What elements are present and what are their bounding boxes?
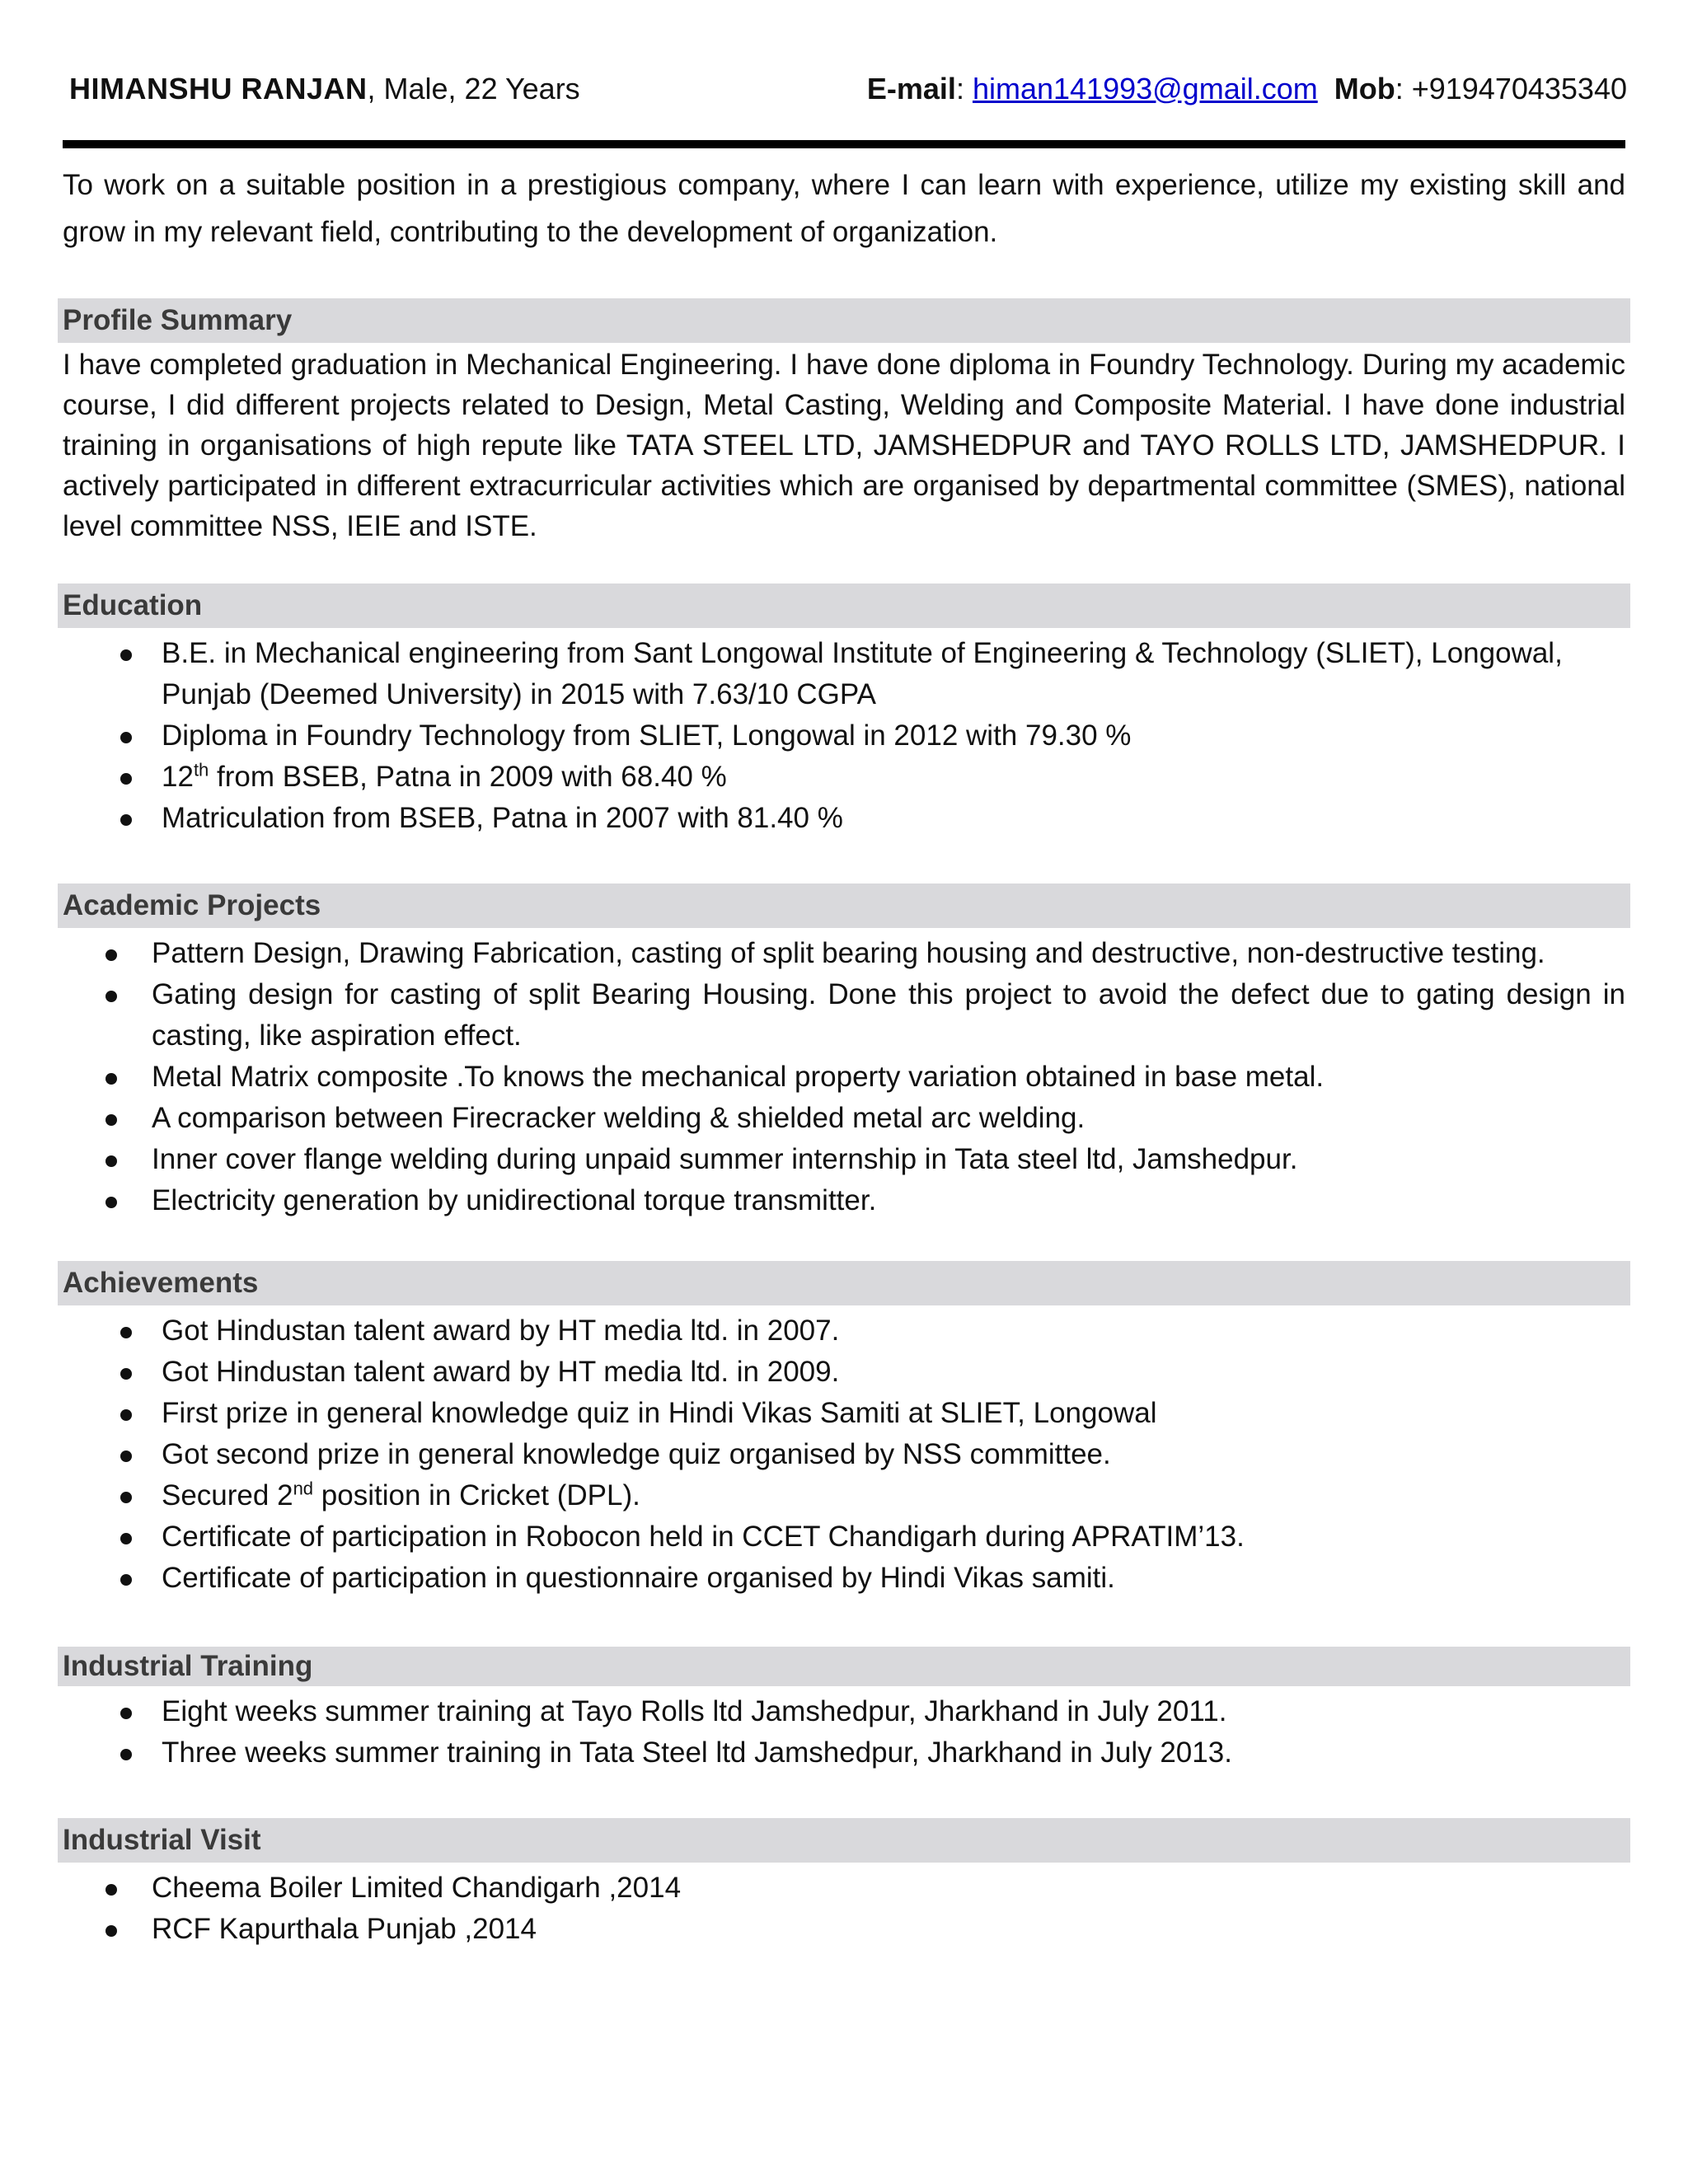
list-item: Got Hindustan talent award by HT media ltd. in 2009. bbox=[58, 1352, 1630, 1393]
industrial-visit-list bbox=[58, 1868, 1630, 1950]
list-item bbox=[58, 1475, 1630, 1516]
list-item: Inner cover flange welding during unpaid summer internship in Tata steel ltd, Jamshedpur. bbox=[58, 1139, 1630, 1180]
list-item: Diploma in Foundry Technology from SLIET, Longowal in 2012 with 79.30 % bbox=[58, 715, 1630, 757]
list-item: Gating design for casting of split Bearing Housing. Done this project to avoid the defect due to gating design in casting, like aspiration effect. bbox=[58, 974, 1630, 1057]
secured-prefix: Secured 2 bbox=[162, 1479, 293, 1511]
list-item: Metal Matrix composite .To knows the mechanical property variation obtained in base metal. bbox=[58, 1057, 1630, 1098]
secured-superscript: nd bbox=[293, 1478, 314, 1499]
secured-text: position in Cricket (DPL). bbox=[321, 1479, 640, 1511]
list-item: Got second prize in general knowledge quiz organised by NSS committee. bbox=[58, 1434, 1630, 1475]
twelfth-text: from BSEB, Patna in 2009 with 68.40 % bbox=[217, 761, 727, 793]
section-profile-summary bbox=[58, 298, 1630, 546]
list-item: RCF Kapurthala Punjab ,2014 bbox=[58, 1909, 1630, 1950]
industrial-training-list bbox=[58, 1691, 1630, 1774]
section-industrial-visit bbox=[58, 1818, 1630, 1950]
career-objective: To work on a suitable position in a prestigious company, where I can learn with experience, utilize my existing skill and grow in my relevant field, contributing to the development of organization. bbox=[63, 169, 1625, 248]
twelfth-superscript: th bbox=[193, 759, 209, 780]
mobile-label: Mob bbox=[1334, 72, 1395, 105]
section-title: Industrial Training bbox=[58, 1647, 1630, 1686]
resume-header bbox=[69, 64, 1627, 114]
list-item: Cheema Boiler Limited Chandigarh ,2014 bbox=[58, 1868, 1630, 1909]
list-item: Matriculation from BSEB, Patna in 2007 with 81.40 % bbox=[58, 798, 1630, 839]
list-item bbox=[58, 757, 1630, 798]
candidate-name: HIMANSHU RANJAN bbox=[69, 72, 368, 105]
list-item: Electricity generation by unidirectional torque transmitter. bbox=[58, 1180, 1630, 1221]
list-item: Certificate of participation in questionnaire organised by Hindi Vikas samiti. bbox=[58, 1558, 1630, 1599]
list-item: A comparison between Firecracker welding & shielded metal arc welding. bbox=[58, 1098, 1630, 1139]
header-divider bbox=[63, 140, 1625, 148]
section-title: Academic Projects bbox=[58, 883, 1630, 928]
list-item: Certificate of participation in Robocon held in CCET Chandigarh during APRATIM’13. bbox=[58, 1516, 1630, 1558]
list-item: Three weeks summer training in Tata Steel ltd Jamshedpur, Jharkhand in July 2013. bbox=[58, 1732, 1630, 1774]
contact-info: E-mail: himan141993@gmail.com Mob: +919470435340 bbox=[866, 72, 1627, 105]
email-label: E-mail bbox=[866, 72, 956, 105]
email-link[interactable]: himan141993@gmail.com bbox=[972, 72, 1318, 105]
list-item: First prize in general knowledge quiz in Hindi Vikas Samiti at SLIET, Longowal bbox=[58, 1393, 1630, 1434]
list-item: B.E. in Mechanical engineering from Sant Longowal Institute of Engineering & Technology (SLIET), Longowal, Punjab (Deemed University) in 2015 with 7.63/10 CGPA bbox=[58, 633, 1630, 715]
achievements-list bbox=[58, 1310, 1630, 1599]
list-item: Eight weeks summer training at Tayo Rolls ltd Jamshedpur, Jharkhand in July 2011. bbox=[58, 1691, 1630, 1732]
section-title: Education bbox=[58, 583, 1630, 628]
section-achievements bbox=[58, 1261, 1630, 1599]
section-title: Achievements bbox=[58, 1261, 1630, 1305]
section-education bbox=[58, 583, 1630, 839]
profile-summary-text: I have completed graduation in Mechanical Engineering. I have done diploma in Foundry Technology. During my academic course, I did different projects related to Design, Metal Casting, Welding and Composite Material. I have done industrial training in organisations of high repute like TATA STEEL LTD, JAMSHEDPUR and TAYO ROLLS LTD, JAMSHEDPUR. I actively participated in different extracurricular activities which are organised by departmental committee (SMES), national level committee NSS, IEIE and ISTE. bbox=[63, 349, 1625, 542]
mobile-number: +919470435340 bbox=[1411, 72, 1627, 105]
section-academic-projects bbox=[58, 883, 1630, 1221]
academic-projects-list bbox=[58, 933, 1630, 1221]
list-item: Got Hindustan talent award by HT media ltd. in 2007. bbox=[58, 1310, 1630, 1352]
candidate-details: , Male, 22 Years bbox=[367, 72, 580, 105]
twelfth-number: 12 bbox=[162, 761, 194, 793]
section-industrial-training bbox=[58, 1647, 1630, 1774]
list-item: Pattern Design, Drawing Fabrication, casting of split bearing housing and destructive, non-destructive testing. bbox=[58, 933, 1630, 974]
section-title: Profile Summary bbox=[58, 298, 1630, 343]
section-title: Industrial Visit bbox=[58, 1818, 1630, 1863]
education-list bbox=[58, 633, 1630, 839]
